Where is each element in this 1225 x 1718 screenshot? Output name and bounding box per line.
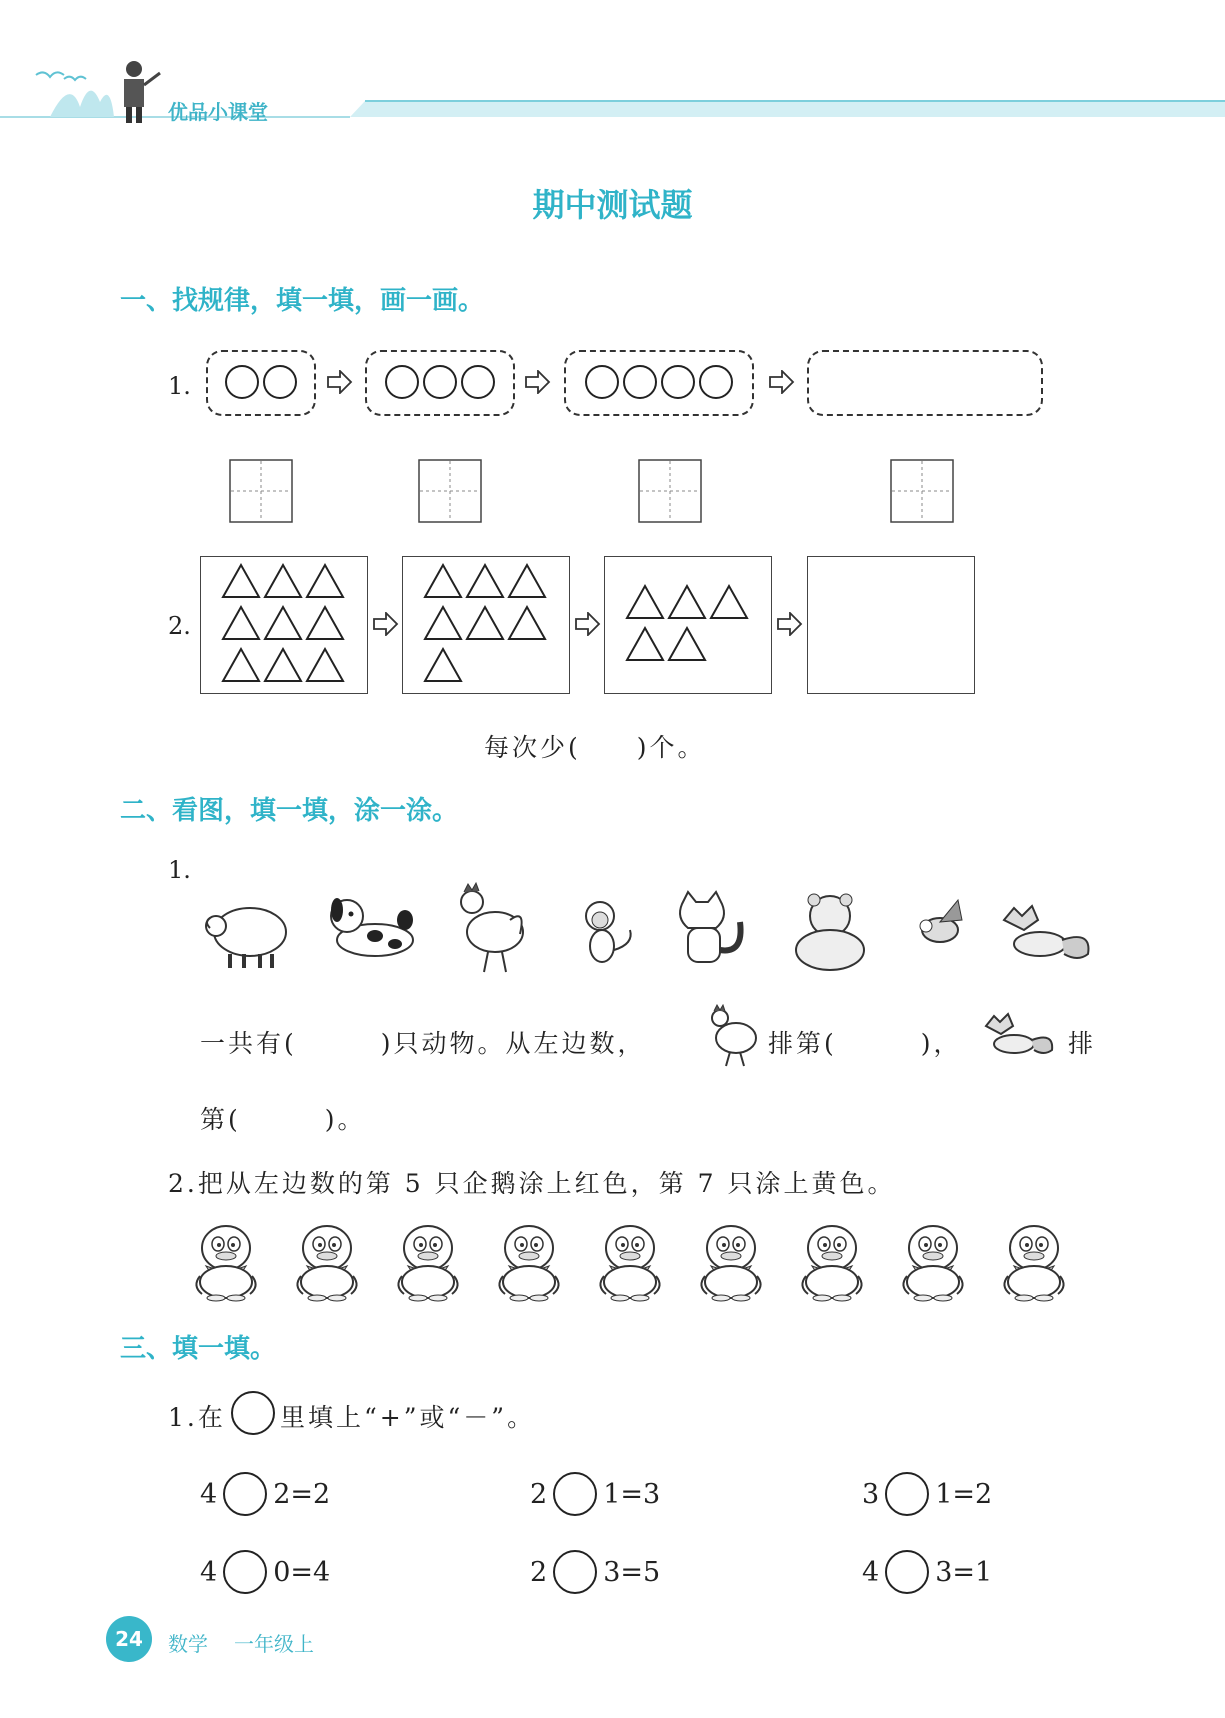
s2-q1-text-b: 排第( )， xyxy=(768,1029,962,1058)
triangle-shape xyxy=(425,649,461,681)
rooster-icon xyxy=(461,883,523,972)
circle-group xyxy=(566,365,752,399)
penguin-row xyxy=(190,1220,1090,1302)
triangle-box-answer[interactable] xyxy=(807,556,975,694)
arrow-right-icon xyxy=(776,612,804,636)
penguin-icon xyxy=(1004,1226,1063,1301)
footer-grade: 一年级上 xyxy=(234,1632,314,1656)
pattern-box-2 xyxy=(365,350,515,416)
s3-q1-prefix: 1.在 xyxy=(168,1403,226,1432)
page-title: 期中测试题 xyxy=(532,186,693,224)
section2-heading: 二、看图，填一填，涂一涂。 xyxy=(120,796,459,826)
arrow-right-icon xyxy=(768,370,796,394)
triangle-shape xyxy=(467,565,503,597)
s2-q1-text-c: 排 xyxy=(1068,1029,1097,1058)
pattern-box-3 xyxy=(564,350,754,416)
answer-grid[interactable] xyxy=(890,459,954,523)
circle-shape xyxy=(623,365,657,399)
arrow-right-icon xyxy=(372,612,400,636)
penguin-icon xyxy=(600,1226,659,1301)
s2-q2-text: 2.把从左边数的第 5 只企鹅涂上红色，第 7 只涂上黄色。 xyxy=(168,1169,896,1198)
triangle-shape xyxy=(307,565,343,597)
penguin-icon xyxy=(398,1226,457,1301)
circle-group xyxy=(208,365,314,399)
section1-heading: 一、找规律，填一填，画一画。 xyxy=(120,286,485,316)
triangle-shape xyxy=(307,607,343,639)
equation-operand: 2 xyxy=(530,1556,548,1588)
operator-answer-circle[interactable] xyxy=(553,1550,597,1594)
circle-shape xyxy=(423,365,457,399)
circle-shape xyxy=(225,365,259,399)
triangle-shape xyxy=(425,607,461,639)
q1-label: 1. xyxy=(168,372,191,400)
triangle-shape xyxy=(223,607,259,639)
equation-rest: 3=1 xyxy=(935,1556,993,1588)
q2-label: 2. xyxy=(168,612,191,640)
pattern-box-answer[interactable] xyxy=(807,350,1043,416)
triangle-shape xyxy=(223,649,259,681)
page-number: 24 xyxy=(106,1616,152,1662)
triangle-shape xyxy=(265,607,301,639)
circle-shape xyxy=(699,365,733,399)
equation xyxy=(530,1472,660,1516)
equation-rest: 1=3 xyxy=(603,1478,661,1510)
equation xyxy=(530,1550,660,1594)
answer-grid[interactable] xyxy=(229,459,293,523)
circle-shape xyxy=(263,365,297,399)
operator-answer-circle[interactable] xyxy=(885,1550,929,1594)
footer-subject: 数学 xyxy=(168,1632,208,1656)
equation xyxy=(862,1550,992,1594)
triangle-shape xyxy=(265,565,301,597)
triangle-shape xyxy=(627,586,663,618)
triangle-shape xyxy=(509,607,545,639)
s2-q1-text-d: 第( )。 xyxy=(200,1105,366,1134)
equation-rest: 3=5 xyxy=(603,1556,661,1588)
penguin-icon xyxy=(701,1226,760,1301)
operator-circle-icon xyxy=(230,1390,276,1436)
circle-shape xyxy=(461,365,495,399)
equation-operand: 4 xyxy=(200,1478,218,1510)
triangle-shape xyxy=(669,586,705,618)
penguin-icon xyxy=(196,1226,255,1301)
triangle-shape xyxy=(307,649,343,681)
triangle-shape xyxy=(509,565,545,597)
equation-rest: 1=2 xyxy=(935,1478,993,1510)
pattern-box-1 xyxy=(206,350,316,416)
bird-icon xyxy=(920,900,962,942)
triangle-shape xyxy=(669,628,705,660)
fox-icon xyxy=(982,1010,1058,1060)
triangle-shape xyxy=(265,649,301,681)
monkey-icon xyxy=(586,902,631,962)
s3-q1-suffix: 里填上“+”或“－”。 xyxy=(280,1403,536,1432)
rooster-icon xyxy=(706,1004,762,1070)
circle-shape xyxy=(585,365,619,399)
triangle-box-2 xyxy=(402,556,570,694)
triangle-shape xyxy=(627,628,663,660)
brand-label: 优品小课堂 xyxy=(168,100,268,124)
equation xyxy=(200,1472,330,1516)
operator-answer-circle[interactable] xyxy=(553,1472,597,1516)
animal-row xyxy=(200,880,1100,980)
penguin-icon xyxy=(903,1226,962,1301)
bear-icon xyxy=(796,894,864,970)
dog-icon xyxy=(331,898,413,956)
equation-operand: 2 xyxy=(530,1478,548,1510)
equation-rest: 2=2 xyxy=(273,1478,331,1510)
equation-rest: 0=4 xyxy=(273,1556,331,1588)
equation-operand: 4 xyxy=(862,1556,880,1588)
circle-shape xyxy=(385,365,419,399)
equation xyxy=(862,1472,992,1516)
triangle-box-3 xyxy=(604,556,772,694)
equation-operand: 3 xyxy=(862,1478,880,1510)
answer-grid[interactable] xyxy=(638,459,702,523)
section3-heading: 三、填一填。 xyxy=(120,1334,277,1364)
fox-icon xyxy=(1004,906,1088,958)
s2-q1-label: 1. xyxy=(168,856,191,884)
triangle-box-1 xyxy=(200,556,368,694)
penguin-icon xyxy=(297,1226,356,1301)
operator-answer-circle[interactable] xyxy=(223,1550,267,1594)
sheep-icon xyxy=(206,908,286,968)
s2-q1-text-a: 一共有( )只动物。从左边数， xyxy=(200,1029,646,1058)
equation-operand: 4 xyxy=(200,1556,218,1588)
triangle-shape xyxy=(711,586,747,618)
penguin-icon xyxy=(802,1226,861,1301)
triangle-shape xyxy=(467,607,503,639)
q2-caption: 每次少( )个。 xyxy=(484,733,706,762)
circle-shape xyxy=(661,365,695,399)
operator-answer-circle[interactable] xyxy=(885,1472,929,1516)
operator-answer-circle[interactable] xyxy=(223,1472,267,1516)
penguin-icon xyxy=(499,1226,558,1301)
arrow-right-icon xyxy=(574,612,602,636)
circle-group xyxy=(367,365,513,399)
arrow-right-icon xyxy=(326,370,354,394)
triangle-shape xyxy=(223,565,259,597)
answer-grid[interactable] xyxy=(418,459,482,523)
equation xyxy=(200,1550,330,1594)
triangle-shape xyxy=(425,565,461,597)
arrow-right-icon xyxy=(524,370,552,394)
cat-icon xyxy=(680,892,741,962)
